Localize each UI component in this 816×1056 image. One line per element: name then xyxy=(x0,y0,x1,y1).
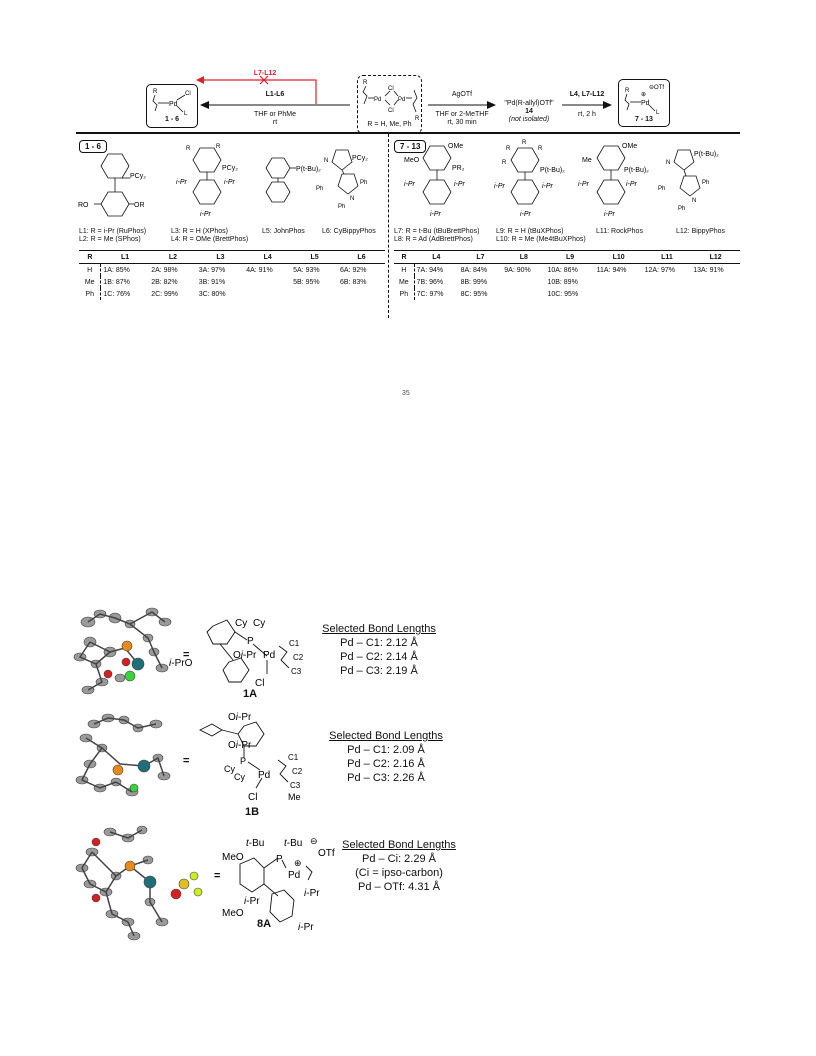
svg-text:Pd: Pd xyxy=(641,100,650,107)
ligand-l2: L2: R = Me (SPhos) xyxy=(79,236,141,243)
ligand-l3: L3: R = H (XPhos) xyxy=(171,228,228,235)
table-cell: 11A: 94% xyxy=(596,266,627,274)
svg-text:t-Bu: t-Bu xyxy=(284,838,303,849)
svg-text:⊖OTf: ⊖OTf xyxy=(649,85,665,91)
bond-lengths-title: Selected Bond Lengths xyxy=(342,839,456,851)
table-cell xyxy=(291,288,338,300)
table-header-row xyxy=(394,251,740,264)
svg-text:R: R xyxy=(502,160,507,166)
arrow-left xyxy=(200,100,350,110)
table-header: L10 xyxy=(595,251,643,264)
svg-text:Pd: Pd xyxy=(258,770,271,781)
agotf-cond-1: THF or 2-MeTHF xyxy=(435,111,489,118)
svg-text:PCy₂: PCy₂ xyxy=(352,155,368,162)
table-cell: 7A: 94% xyxy=(416,266,444,274)
svg-text:P: P xyxy=(276,854,283,865)
ligand-l1: L1: R = i-Pr (RuPhos) xyxy=(79,228,147,235)
table-header: R xyxy=(394,251,414,264)
bond-lengths-title: Selected Bond Lengths xyxy=(329,730,443,742)
svg-text:Ph: Ph xyxy=(360,180,368,186)
table-cell: 1B: 87% xyxy=(103,278,130,286)
svg-text:⊕: ⊕ xyxy=(641,92,647,98)
svg-text:i-Pr: i-Pr xyxy=(604,211,615,218)
intermediate-label: "Pd(R-allyl)OTf" xyxy=(504,100,554,107)
svg-text:R: R xyxy=(506,146,511,152)
table-cell: 10B: 89% xyxy=(547,278,578,286)
table-cell: 10A: 86% xyxy=(547,266,578,274)
right-panel-tag: 7 - 13 xyxy=(394,140,426,153)
svg-text:R: R xyxy=(415,116,420,122)
ligand-l6: L6: CyBippyPhos xyxy=(322,228,376,235)
table-cell xyxy=(244,288,291,300)
crystal-structure-1a-image xyxy=(70,602,180,702)
table-cell xyxy=(643,288,692,300)
table-cell: 5B: 95% xyxy=(293,278,320,286)
table-header: L2 xyxy=(149,251,197,264)
svg-text:i-Pr: i-Pr xyxy=(244,896,260,907)
rockphos-structure xyxy=(580,140,660,225)
product-number-left: 1 - 6 xyxy=(164,116,179,123)
pd-dimer-box xyxy=(357,75,422,134)
bond-length-row: (Ci = ipso-carbon) xyxy=(355,867,443,879)
table-header: L1 xyxy=(101,251,149,264)
svg-text:t-Bu: t-Bu xyxy=(246,838,265,849)
svg-text:Pd: Pd xyxy=(398,97,406,103)
left-yield-table xyxy=(79,250,385,300)
equals-sign: = xyxy=(214,870,221,882)
table-cell: 3A: 97% xyxy=(198,266,226,274)
xphos-structure xyxy=(178,142,258,222)
svg-text:OR: OR xyxy=(134,202,145,209)
table-header: L3 xyxy=(197,251,245,264)
ligand-l10: L10: R = Me (Me4tBuXPhos) xyxy=(496,236,586,243)
table-header: L6 xyxy=(338,251,385,264)
table-cell: H xyxy=(79,264,101,277)
scheme-divider xyxy=(76,132,740,134)
table-cell xyxy=(338,288,385,300)
svg-text:PCy₂: PCy₂ xyxy=(130,173,146,180)
svg-text:⊖: ⊖ xyxy=(310,836,318,846)
svg-text:Ph: Ph xyxy=(678,206,686,212)
equals-sign: = xyxy=(183,649,190,661)
svg-text:C2: C2 xyxy=(292,767,303,776)
bond-length-row: Pd – C3: 2.19 Å xyxy=(340,665,418,677)
table-cell: Ph xyxy=(79,288,101,300)
bond-length-row: Pd – OTf: 4.31 Å xyxy=(358,881,440,893)
table-header: L9 xyxy=(545,251,594,264)
table-cell: 6A: 92% xyxy=(340,266,367,274)
left-arrow-cond-2: rt xyxy=(272,119,278,126)
svg-text:R: R xyxy=(522,140,527,146)
svg-text:P: P xyxy=(247,636,254,647)
table-cell: 3C: 80% xyxy=(198,290,226,298)
table-cell xyxy=(595,288,643,300)
svg-text:⊕: ⊕ xyxy=(294,858,302,868)
table-cell: 8A: 84% xyxy=(460,266,488,274)
page-number: 35 xyxy=(402,390,410,397)
svg-text:R: R xyxy=(363,80,368,86)
table-header: L11 xyxy=(643,251,692,264)
compound-label-1b: 1B xyxy=(244,806,260,818)
product-box-left xyxy=(146,84,198,128)
crystal-structure-1b-image xyxy=(72,708,182,808)
table-cell: Me xyxy=(394,276,414,288)
svg-text:i-Pr: i-Pr xyxy=(430,211,441,218)
table-cell: 6B: 83% xyxy=(340,278,367,286)
bond-lengths-8a xyxy=(334,838,464,894)
table-cell: 12A: 97% xyxy=(644,266,675,274)
bond-length-row: Pd – C1: 2.12 Å xyxy=(340,637,418,649)
bond-length-row: Pd – C2: 2.16 Å xyxy=(347,758,425,770)
table-header: L8 xyxy=(502,251,545,264)
svg-text:Cl: Cl xyxy=(185,91,191,97)
svg-text:N: N xyxy=(324,158,329,164)
svg-text:C1: C1 xyxy=(288,753,299,762)
svg-text:Me: Me xyxy=(582,157,592,164)
svg-text:L: L xyxy=(656,110,660,116)
table-header: L5 xyxy=(291,251,338,264)
agotf-label: AgOTf xyxy=(451,91,473,98)
svg-text:L: L xyxy=(184,111,188,117)
svg-text:R: R xyxy=(186,146,191,152)
svg-text:C1: C1 xyxy=(289,639,300,648)
chemdraw-1b xyxy=(198,712,328,804)
svg-text:MeO: MeO xyxy=(222,852,244,863)
ligand-l8: L8: R = Ad (AdBrettPhos) xyxy=(394,236,473,243)
table-cell: 1A: 85% xyxy=(103,266,130,274)
svg-text:i-Pr: i-Pr xyxy=(298,922,314,933)
table-cell: 13A: 91% xyxy=(693,266,724,274)
svg-text:C2: C2 xyxy=(293,653,304,662)
ligand-l5: L5: JohnPhos xyxy=(262,228,305,235)
svg-text:OMe: OMe xyxy=(622,143,638,150)
svg-text:P(t-Bu)₂: P(t-Bu)₂ xyxy=(694,151,719,158)
bond-length-row: Pd – C1: 2.09 Å xyxy=(347,744,425,756)
svg-text:Oi-Pr: Oi-Pr xyxy=(233,650,257,661)
svg-text:i-Pr: i-Pr xyxy=(626,181,637,188)
table-cell: Me xyxy=(79,276,101,288)
svg-text:C3: C3 xyxy=(290,781,301,790)
tbubrettphos-structure xyxy=(404,140,484,225)
table-cell: 3B: 91% xyxy=(198,278,226,286)
compound-label-8a: 8A xyxy=(256,918,272,930)
svg-text:N: N xyxy=(666,160,671,166)
cybippyphos-structure xyxy=(316,146,402,216)
svg-text:i-Pr: i-Pr xyxy=(542,183,553,190)
svg-text:Cy: Cy xyxy=(235,618,248,629)
table-header: L4 xyxy=(244,251,291,264)
svg-text:N: N xyxy=(350,196,355,202)
bond-lengths-1a xyxy=(314,622,444,678)
svg-text:Cl: Cl xyxy=(255,678,265,689)
svg-text:Oi-Pr: Oi-Pr xyxy=(228,712,252,723)
svg-text:R: R xyxy=(625,88,630,94)
table-cell xyxy=(502,288,545,300)
ligand-l7: L7: R = t-Bu (tBuBrettPhos) xyxy=(394,228,480,235)
svg-text:Cy: Cy xyxy=(234,772,245,782)
table-cell xyxy=(502,276,545,288)
svg-text:i-Pr: i-Pr xyxy=(404,181,415,188)
table-cell: 1C: 76% xyxy=(103,290,131,298)
table-cell xyxy=(244,276,291,288)
table-cell: 10C: 95% xyxy=(547,290,579,298)
svg-text:P(t-Bu)₂: P(t-Bu)₂ xyxy=(624,167,649,174)
ligand-l4: L4: R = OMe (BrettPhos) xyxy=(171,236,249,243)
svg-text:R: R xyxy=(216,144,221,150)
table-row xyxy=(394,276,740,288)
svg-text:Pd: Pd xyxy=(374,97,382,103)
svg-text:MeO: MeO xyxy=(222,908,244,919)
svg-text:Cy: Cy xyxy=(224,764,235,774)
right-arrow-label: L4, L7-L12 xyxy=(569,91,605,98)
crystal-structure-8a-image xyxy=(72,822,212,942)
bond-length-row: Pd – C2: 2.14 Å xyxy=(340,651,418,663)
svg-text:i-Pr: i-Pr xyxy=(520,211,531,218)
table-cell: 8C: 95% xyxy=(460,290,488,298)
svg-text:Cl: Cl xyxy=(248,792,258,803)
left-panel-tag: 1 - 6 xyxy=(79,140,107,153)
svg-text:OMe: OMe xyxy=(448,143,464,150)
svg-text:MeO: MeO xyxy=(404,157,420,164)
table-cell xyxy=(691,288,740,300)
svg-text:i-PrO: i-PrO xyxy=(169,658,193,669)
chemdraw-1a xyxy=(169,616,315,696)
right-yield-table xyxy=(394,250,740,300)
table-header: L4 xyxy=(414,251,458,264)
svg-text:i-Pr: i-Pr xyxy=(454,181,465,188)
svg-text:OTf: OTf xyxy=(318,848,335,859)
table-cell: 2A: 98% xyxy=(151,266,178,274)
table-cell: 7C: 97% xyxy=(416,290,444,298)
product-box-right xyxy=(618,79,670,127)
svg-text:Ph: Ph xyxy=(316,186,324,192)
svg-text:P: P xyxy=(240,756,247,766)
table-row xyxy=(394,264,740,277)
table-cell: 7B: 96% xyxy=(416,278,444,286)
dimer-caption: R = H, Me, Ph xyxy=(367,121,412,128)
table-row xyxy=(79,276,385,288)
bond-lengths-1b xyxy=(321,729,451,785)
bond-lengths-title: Selected Bond Lengths xyxy=(322,623,436,635)
svg-text:Pd: Pd xyxy=(169,101,178,108)
svg-text:i-Pr: i-Pr xyxy=(176,179,187,186)
bond-length-row: Pd – C3: 2.26 Å xyxy=(347,772,425,784)
table-row xyxy=(79,288,385,300)
intermediate-number: 14 xyxy=(525,108,533,115)
svg-text:Ph: Ph xyxy=(702,180,710,186)
ruphos-structure xyxy=(78,148,154,228)
table-row xyxy=(394,288,740,300)
ligand-l9: L9: R = H (tBuXPhos) xyxy=(496,228,564,235)
svg-text:i-Pr: i-Pr xyxy=(304,888,320,899)
svg-text:Ph: Ph xyxy=(338,204,346,210)
table-cell xyxy=(595,276,643,288)
tbuxphos-structure xyxy=(492,138,582,228)
equals-sign: = xyxy=(183,755,190,767)
svg-text:Cl: Cl xyxy=(388,86,394,92)
ligand-l12: L12: BippyPhos xyxy=(676,228,726,235)
svg-text:Oi-Pr: Oi-Pr xyxy=(228,740,252,751)
table-row xyxy=(79,264,385,277)
table-cell: 4A: 91% xyxy=(246,266,273,274)
table-header-row xyxy=(79,251,385,264)
svg-text:P(t-Bu)₂: P(t-Bu)₂ xyxy=(296,166,321,173)
bond-length-row: Pd – Ci: 2.29 Å xyxy=(362,853,436,865)
svg-text:RO: RO xyxy=(78,202,89,209)
svg-text:i-Pr: i-Pr xyxy=(200,211,211,218)
svg-text:i-Pr: i-Pr xyxy=(494,183,505,190)
table-header: L12 xyxy=(691,251,740,264)
svg-text:i-Pr: i-Pr xyxy=(224,179,235,186)
table-cell: H xyxy=(394,264,414,277)
svg-text:Ph: Ph xyxy=(658,186,666,192)
svg-text:Cy: Cy xyxy=(253,618,266,629)
intermediate-note: (not isolated) xyxy=(508,116,550,123)
svg-text:Pd: Pd xyxy=(263,650,276,661)
svg-text:Cl: Cl xyxy=(388,108,394,114)
right-arrow-cond: rt, 2 h xyxy=(578,111,596,118)
svg-text:P(t-Bu)₂: P(t-Bu)₂ xyxy=(540,167,565,174)
bippyphos-structure xyxy=(658,144,744,219)
svg-text:PCy₂: PCy₂ xyxy=(222,165,238,172)
svg-text:R: R xyxy=(538,146,543,152)
agotf-cond-2: rt, 30 min xyxy=(447,119,477,126)
red-arrow-label: L7-L12 xyxy=(253,70,277,77)
svg-text:R: R xyxy=(153,89,158,95)
table-cell: 8B: 99% xyxy=(460,278,488,286)
table-cell: 5A: 93% xyxy=(293,266,320,274)
svg-text:Pd: Pd xyxy=(288,870,301,881)
table-header: L7 xyxy=(459,251,503,264)
compound-label-1a: 1A xyxy=(242,688,258,700)
svg-text:N: N xyxy=(692,198,697,204)
arrow-agotf xyxy=(428,100,496,110)
svg-text:i-Pr: i-Pr xyxy=(578,181,589,188)
table-cell xyxy=(643,276,692,288)
ligand-l11: L11: RockPhos xyxy=(596,228,643,235)
table-cell: Ph xyxy=(394,288,414,300)
svg-text:C3: C3 xyxy=(291,667,302,676)
product-number-right: 7 - 13 xyxy=(635,116,653,123)
svg-text:PR₂: PR₂ xyxy=(452,165,465,172)
table-cell: 2C: 99% xyxy=(151,290,179,298)
table-cell xyxy=(691,276,740,288)
left-arrow-label: L1-L6 xyxy=(265,91,285,98)
left-arrow-cond-1: THF or PhMe xyxy=(253,111,296,118)
arrow-right xyxy=(562,100,612,110)
svg-text:Me: Me xyxy=(288,792,301,802)
table-cell: 9A: 90% xyxy=(504,266,531,274)
table-cell: 2B: 82% xyxy=(151,278,178,286)
table-header: R xyxy=(79,251,101,264)
